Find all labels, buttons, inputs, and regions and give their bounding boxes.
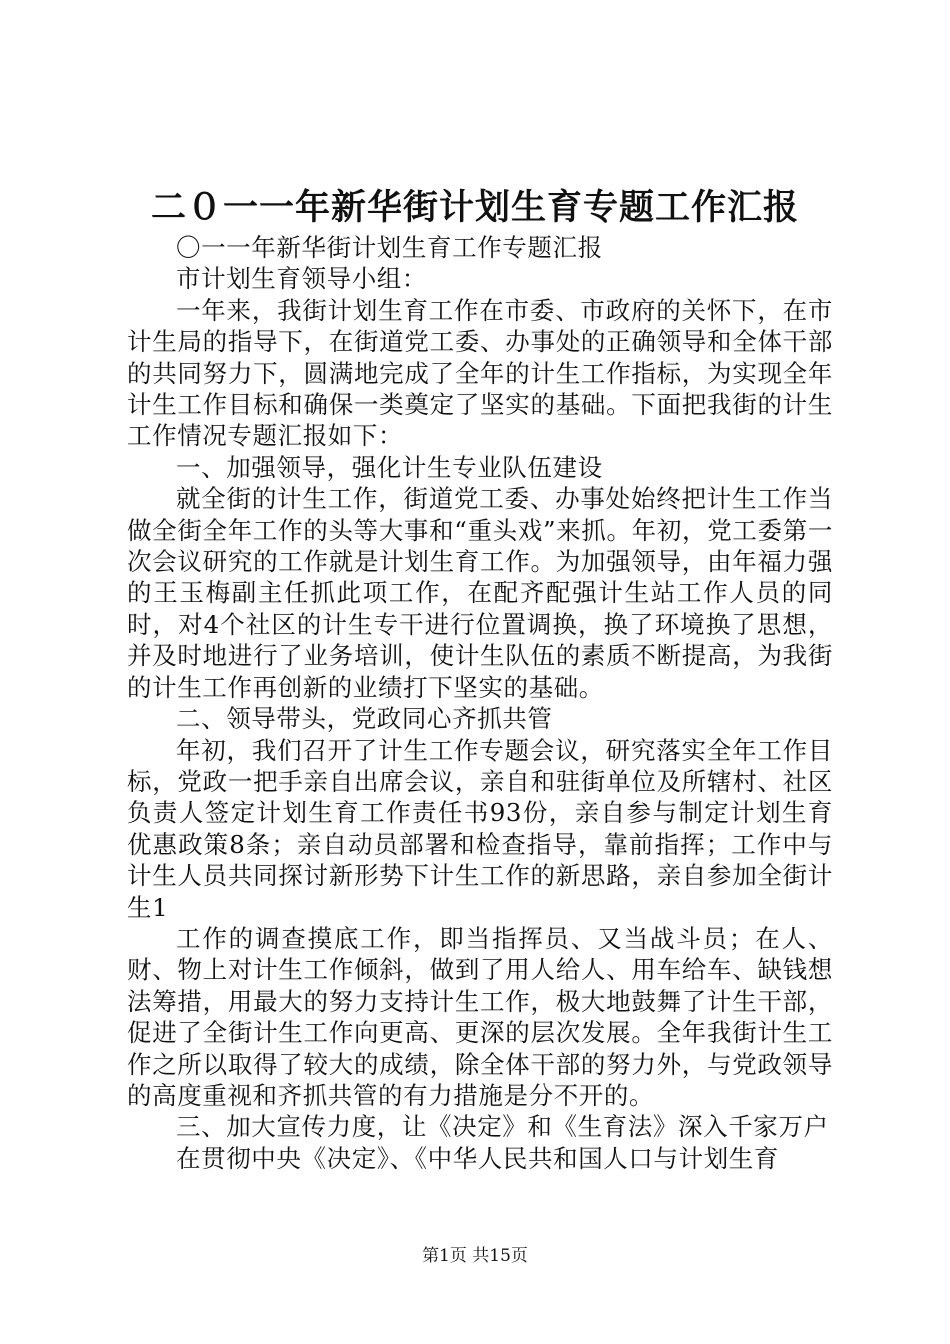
section-heading-3: 三、加大宣传力度，让《决定》和《生育法》深入千家万户 (176, 1112, 829, 1142)
document-title: 二０一一年新华街计划生育专题工作汇报 (150, 187, 799, 228)
section-heading-2: 二、领导带头，党政同心齐抓共管 (176, 704, 553, 734)
paragraph-section-2b: 工作的调查摸底工作，即当指挥员、又当战斗员；在人、财、物上对计生工作倾斜，做到了用人给人、用车给车、缺钱想法筹措，用最大的努力支持计生工作，极大地鼓舞了计生干部，促进了全街计生工作向更高、更深的层次发展。全年我街计生工作之所以取得了较大的成绩，除全体干部的努力外，与党政领导的高度重视和齐抓共管的有力措施是分不开的。 (127, 923, 833, 1110)
paragraph-salutation: 市计划生育领导小组： (176, 264, 427, 294)
page-footer: 第1页 共15页 (422, 1246, 528, 1266)
paragraph-section-1: 就全街的计生工作，街道党工委、办事处始终把计生工作当做全街全年工作的头等大事和“重头戏”来抓。年初，党工委第一次会议研究的工作就是计划生育工作。为加强领导，由年福力强的王玉梅副主任抓此项工作，在配齐配强计生站工作人员的同时，对4个社区的计生专干进行位置调换，换了环境换了思想，并及时地进行了业务培训，使计生队伍的素质不断提高，为我街的计生工作再创新的业绩打下坚实的基础。 (127, 484, 833, 702)
section-heading-1: 一、加强领导，强化计生专业队伍建设 (176, 452, 603, 482)
paragraph-subtitle: 〇一一年新华街计划生育工作专题汇报 (176, 233, 603, 262)
document-body (127, 232, 833, 1174)
paragraph-section-2a: 年初，我们召开了计生工作专题会议，研究落实全年工作目标，党政一把手亲自出席会议，亲自和驻街单位及所辖村、社区负责人签定计划生育工作责任书93份，亲自参与制定计划生育优惠政策8条；亲自动员部署和检查指导，靠前指挥；工作中与计生人员共同探讨新形势下计生工作的新思路，亲自参加全街计生1 (127, 735, 833, 922)
paragraph-section-3: 在贯彻中央《决定》、《中华人民共和国人口与计划生育 (176, 1143, 779, 1173)
paragraph-intro: 一年来，我街计划生育工作在市委、市政府的关怀下，在市计生局的指导下，在街道党工委、办事处的正确领导和全体干部的共同努力下，圆满地完成了全年的计生工作指标，为实现全年计生工作目标和确保一类奠定了坚实的基础。下面把我街的计生工作情况专题汇报如下： (127, 295, 833, 451)
